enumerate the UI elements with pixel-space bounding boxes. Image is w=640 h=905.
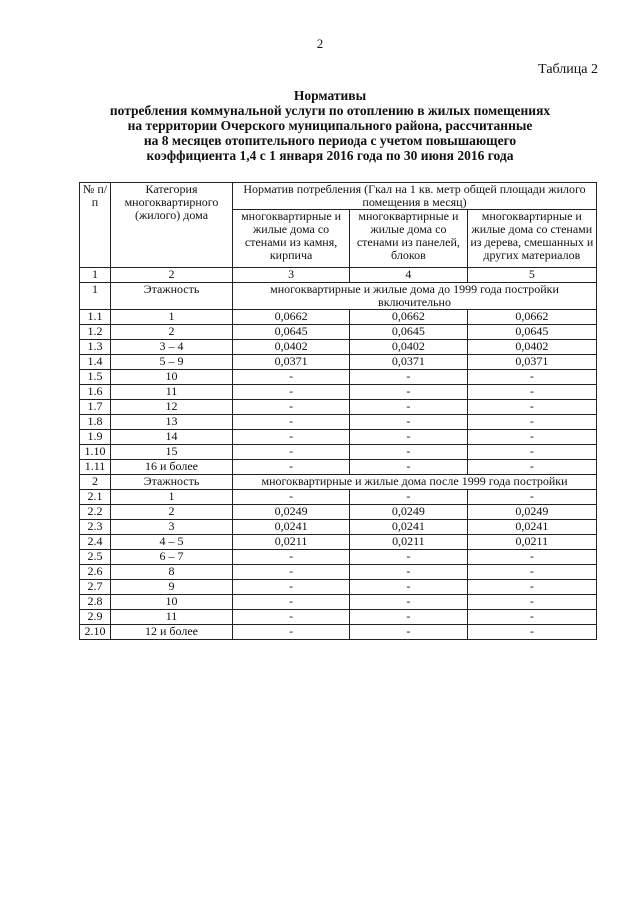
table-row: [80, 370, 597, 385]
row-num: 1.3: [80, 340, 111, 355]
row-floors: 8: [111, 565, 233, 580]
value-panel: -: [350, 430, 467, 445]
table-row: [80, 400, 597, 415]
value-panel: -: [350, 445, 467, 460]
header-col-panel: многоквартирные и жилые дома со стенами из панелей, блоков: [350, 210, 467, 268]
value-stone: -: [233, 550, 350, 565]
value-wood: 0,0402: [467, 340, 596, 355]
row-floors: 3 – 4: [111, 340, 233, 355]
header-norm: Норматив потребления (Гкал на 1 кв. метр общей площади жилого помещения в месяц): [233, 183, 597, 210]
row-floors: 12 и более: [111, 625, 233, 640]
value-panel: -: [350, 460, 467, 475]
value-stone: -: [233, 370, 350, 385]
row-floors: 10: [111, 595, 233, 610]
row-num: 1.7: [80, 400, 111, 415]
value-stone: -: [233, 400, 350, 415]
value-stone: 0,0402: [233, 340, 350, 355]
table-row: [80, 310, 597, 325]
value-stone: -: [233, 625, 350, 640]
value-panel: -: [350, 415, 467, 430]
row-floors: 4 – 5: [111, 535, 233, 550]
value-wood: 0,0211: [467, 535, 596, 550]
value-wood: 0,0371: [467, 355, 596, 370]
section-num: 2: [80, 475, 111, 490]
table-row: [80, 580, 597, 595]
value-wood: 0,0241: [467, 520, 596, 535]
value-stone: 0,0371: [233, 355, 350, 370]
value-wood: -: [467, 430, 596, 445]
value-wood: -: [467, 385, 596, 400]
value-panel: 0,0211: [350, 535, 467, 550]
table-row: [80, 550, 597, 565]
title-line: на территории Очерского муниципального района, рассчитанные: [127, 118, 533, 133]
table-row: [80, 490, 597, 505]
value-wood: -: [467, 580, 596, 595]
row-floors: 16 и более: [111, 460, 233, 475]
row-num: 1.2: [80, 325, 111, 340]
row-floors: 5 – 9: [111, 355, 233, 370]
row-num: 2.8: [80, 595, 111, 610]
row-floors: 1: [111, 310, 233, 325]
value-wood: -: [467, 595, 596, 610]
document-title: [60, 88, 600, 163]
row-floors: 2: [111, 325, 233, 340]
index-cell: 5: [467, 268, 596, 283]
title-line: Нормативы: [293, 88, 367, 103]
value-stone: -: [233, 430, 350, 445]
value-panel: 0,0371: [350, 355, 467, 370]
row-floors: 1: [111, 490, 233, 505]
value-stone: -: [233, 610, 350, 625]
table-row: [80, 355, 597, 370]
row-num: 1.5: [80, 370, 111, 385]
row-num: 2.1: [80, 490, 111, 505]
row-num: 1.9: [80, 430, 111, 445]
row-num: 1.10: [80, 445, 111, 460]
index-cell: 2: [111, 268, 233, 283]
header-index-row: [80, 268, 597, 283]
section-row: [80, 475, 597, 490]
value-panel: -: [350, 625, 467, 640]
table-row: [80, 430, 597, 445]
page-number: 2: [316, 36, 324, 51]
title-line: потребления коммунальной услуги по отоплению в жилых помещениях: [109, 103, 551, 118]
header-col-wood: многоквартирные и жилые дома со стенами из дерева, смешанных и других материалов: [467, 210, 596, 268]
value-panel: -: [350, 385, 467, 400]
row-num: 2.9: [80, 610, 111, 625]
row-num: 2.5: [80, 550, 111, 565]
table-row: [80, 445, 597, 460]
header-col-stone: многоквартирные и жилые дома со стенами из камня, кирпича: [233, 210, 350, 268]
index-cell: 1: [80, 268, 111, 283]
row-floors: 6 – 7: [111, 550, 233, 565]
value-wood: -: [467, 565, 596, 580]
row-num: 2.4: [80, 535, 111, 550]
row-num: 1.1: [80, 310, 111, 325]
value-panel: -: [350, 550, 467, 565]
value-wood: 0,0249: [467, 505, 596, 520]
row-floors: 11: [111, 610, 233, 625]
table-row: [80, 565, 597, 580]
value-wood: -: [467, 625, 596, 640]
value-panel: 0,0249: [350, 505, 467, 520]
row-floors: 15: [111, 445, 233, 460]
value-stone: 0,0211: [233, 535, 350, 550]
row-floors: 10: [111, 370, 233, 385]
table-row: [80, 340, 597, 355]
table-row: [80, 415, 597, 430]
row-num: 1.8: [80, 415, 111, 430]
value-stone: -: [233, 490, 350, 505]
row-floors: 14: [111, 430, 233, 445]
row-num: 2.7: [80, 580, 111, 595]
value-wood: -: [467, 460, 596, 475]
value-panel: 0,0402: [350, 340, 467, 355]
index-cell: 3: [233, 268, 350, 283]
table-row: [80, 535, 597, 550]
table-row: [80, 610, 597, 625]
value-wood: -: [467, 490, 596, 505]
table-row: [80, 520, 597, 535]
value-stone: -: [233, 385, 350, 400]
value-panel: 0,0662: [350, 310, 467, 325]
table-label: Таблица 2: [538, 62, 598, 77]
section-row: [80, 283, 597, 310]
value-wood: 0,0645: [467, 325, 596, 340]
table-row: [80, 460, 597, 475]
table-row: [80, 505, 597, 520]
value-panel: -: [350, 565, 467, 580]
value-wood: -: [467, 610, 596, 625]
section-category: Этажность: [111, 283, 233, 310]
value-stone: -: [233, 445, 350, 460]
row-num: 2.10: [80, 625, 111, 640]
value-stone: 0,0241: [233, 520, 350, 535]
value-wood: -: [467, 415, 596, 430]
value-stone: -: [233, 565, 350, 580]
value-panel: -: [350, 370, 467, 385]
index-cell: 4: [350, 268, 467, 283]
row-floors: 12: [111, 400, 233, 415]
section-label: многоквартирные и жилые дома после 1999 года постройки: [233, 475, 597, 490]
row-num: 1.6: [80, 385, 111, 400]
row-num: 2.2: [80, 505, 111, 520]
value-wood: -: [467, 370, 596, 385]
header-row: [80, 183, 597, 210]
row-num: 2.6: [80, 565, 111, 580]
value-stone: -: [233, 580, 350, 595]
table-row: [80, 625, 597, 640]
row-floors: 13: [111, 415, 233, 430]
value-stone: 0,0645: [233, 325, 350, 340]
header-category: Категория многоквартирного (жилого) дома: [111, 183, 233, 268]
norms-table: [79, 182, 597, 640]
header-num: № п/п: [80, 183, 111, 268]
value-panel: -: [350, 490, 467, 505]
value-stone: 0,0662: [233, 310, 350, 325]
row-num: 1.4: [80, 355, 111, 370]
value-panel: -: [350, 580, 467, 595]
title-line: коэффициента 1,4 с 1 января 2016 года по 30 июня 2016 года: [146, 148, 514, 163]
row-num: 2.3: [80, 520, 111, 535]
value-wood: -: [467, 550, 596, 565]
value-wood: -: [467, 400, 596, 415]
value-stone: 0,0249: [233, 505, 350, 520]
section-category: Этажность: [111, 475, 233, 490]
value-stone: -: [233, 460, 350, 475]
row-num: 1.11: [80, 460, 111, 475]
value-panel: 0,0645: [350, 325, 467, 340]
row-floors: 3: [111, 520, 233, 535]
row-floors: 2: [111, 505, 233, 520]
row-floors: 9: [111, 580, 233, 595]
row-floors: 11: [111, 385, 233, 400]
value-stone: -: [233, 415, 350, 430]
section-label: многоквартирные и жилые дома до 1999 года постройки включительно: [233, 283, 597, 310]
value-stone: -: [233, 595, 350, 610]
value-panel: -: [350, 400, 467, 415]
section-num: 1: [80, 283, 111, 310]
title-line: на 8 месяцев отопительного периода с учетом повышающего: [143, 133, 517, 148]
value-panel: -: [350, 610, 467, 625]
value-panel: -: [350, 595, 467, 610]
value-wood: 0,0662: [467, 310, 596, 325]
table-row: [80, 595, 597, 610]
table-row: [80, 325, 597, 340]
value-wood: -: [467, 445, 596, 460]
table-row: [80, 385, 597, 400]
value-panel: 0,0241: [350, 520, 467, 535]
